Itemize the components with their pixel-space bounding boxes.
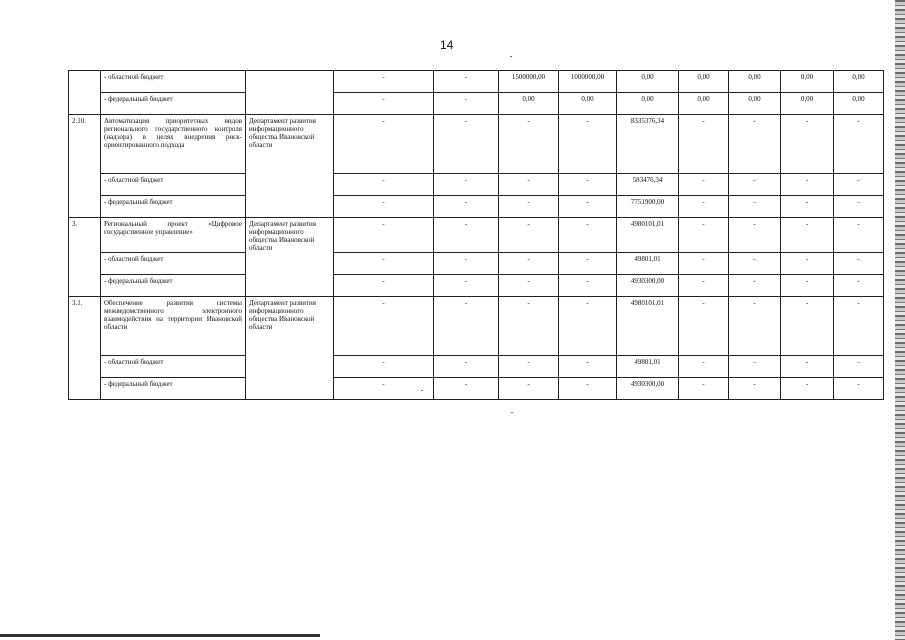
value-cell: -	[781, 253, 834, 275]
value-cell: -	[679, 115, 729, 174]
value-cell: -	[434, 218, 499, 253]
value-cell: -	[559, 275, 617, 297]
value-cell: -	[679, 253, 729, 275]
row-number-cell	[69, 71, 101, 115]
value-cell: -	[434, 297, 499, 356]
table-row	[69, 115, 884, 174]
value-cell: 0,00	[679, 71, 729, 93]
table-row	[69, 297, 884, 356]
value-cell: 0,00	[559, 93, 617, 115]
value-cell: -	[834, 196, 884, 218]
value-cell: -	[729, 356, 781, 378]
row-number-cell: 2.10.	[69, 115, 101, 218]
value-cell: -	[679, 275, 729, 297]
value-cell: -	[434, 275, 499, 297]
value-cell: 4930300,00	[617, 275, 679, 297]
value-cell: 0,00	[679, 93, 729, 115]
value-cell: 0,00	[617, 93, 679, 115]
value-cell: -	[334, 174, 434, 196]
value-cell: -	[334, 71, 434, 93]
value-cell: -	[729, 253, 781, 275]
row-name-cell: - областной бюджет	[101, 356, 246, 378]
value-cell: -	[559, 218, 617, 253]
row-name-cell: - федеральный бюджет	[101, 378, 246, 400]
value-cell: -	[679, 378, 729, 400]
table-row	[69, 275, 884, 297]
value-cell: 0,00	[781, 93, 834, 115]
value-cell: -	[334, 253, 434, 275]
value-cell: -	[729, 275, 781, 297]
value-cell: -	[834, 297, 884, 356]
value-cell: -	[781, 174, 834, 196]
value-cell: -	[434, 356, 499, 378]
value-cell: -	[434, 93, 499, 115]
value-cell: -	[499, 115, 559, 174]
table-row	[69, 93, 884, 115]
value-cell: -	[334, 297, 434, 356]
value-cell: -	[499, 356, 559, 378]
value-cell: -	[834, 275, 884, 297]
row-name-cell: Обеспечение развития системы межведомственного электронного взаимодействия на территории Ивановской области	[101, 297, 246, 356]
value-cell: -	[834, 115, 884, 174]
value-cell: -	[834, 253, 884, 275]
value-cell: 0,00	[834, 93, 884, 115]
value-cell: 0,00	[617, 71, 679, 93]
table-row	[69, 253, 884, 275]
row-name-cell: - федеральный бюджет	[101, 93, 246, 115]
value-cell: -	[559, 196, 617, 218]
value-cell: -	[559, 356, 617, 378]
value-cell: -	[434, 115, 499, 174]
value-cell: -	[434, 174, 499, 196]
value-cell: 0,00	[729, 93, 781, 115]
value-cell: 8335376,34	[617, 115, 679, 174]
value-cell: -	[679, 356, 729, 378]
value-cell: -	[781, 218, 834, 253]
value-cell: 4930300,00	[617, 378, 679, 400]
value-cell: -	[334, 93, 434, 115]
value-cell: -	[729, 218, 781, 253]
scan-bottom-rule	[0, 634, 320, 637]
value-cell: -	[679, 174, 729, 196]
table-row	[69, 218, 884, 253]
row-name-cell: - федеральный бюджет	[101, 196, 246, 218]
table-row	[69, 378, 884, 400]
value-cell: -	[499, 218, 559, 253]
row-number-cell: 3.1.	[69, 297, 101, 400]
value-cell: 0,00	[781, 71, 834, 93]
value-cell: 583476,34	[617, 174, 679, 196]
value-cell: -	[334, 115, 434, 174]
value-cell: 4980101,01	[617, 297, 679, 356]
value-cell: -	[434, 196, 499, 218]
value-cell: -	[559, 115, 617, 174]
value-cell: -	[334, 275, 434, 297]
value-cell: -	[434, 378, 499, 400]
value-cell: -	[559, 378, 617, 400]
value-cell: -	[499, 253, 559, 275]
value-cell: -	[729, 378, 781, 400]
value-cell: -	[834, 218, 884, 253]
value-cell: 0,00	[499, 93, 559, 115]
scan-speck	[511, 412, 513, 413]
value-cell: 0,00	[729, 71, 781, 93]
value-cell: -	[781, 378, 834, 400]
value-cell: -	[781, 115, 834, 174]
value-cell: 49801,01	[617, 253, 679, 275]
table-row	[69, 174, 884, 196]
row-name-cell: - областной бюджет	[101, 174, 246, 196]
budget-table	[68, 70, 884, 400]
value-cell: 0,00	[834, 71, 884, 93]
value-cell: -	[679, 218, 729, 253]
value-cell: -	[729, 297, 781, 356]
value-cell: -	[334, 218, 434, 253]
row-name-cell: - федеральный бюджет	[101, 275, 246, 297]
value-cell: -	[729, 196, 781, 218]
value-cell: -	[729, 115, 781, 174]
value-cell: -	[781, 196, 834, 218]
row-name-cell: Региональный проект «Цифровое государственное управление»	[101, 218, 246, 253]
value-cell: -	[334, 356, 434, 378]
value-cell: -	[334, 196, 434, 218]
department-cell: Департамент развития информационного общества Ивановской области	[246, 218, 334, 297]
value-cell: -	[781, 275, 834, 297]
value-cell: -	[679, 297, 729, 356]
department-cell: Департамент развития информационного общества Ивановской области	[246, 115, 334, 218]
department-cell	[246, 71, 334, 115]
value-cell: 1500000,00	[499, 71, 559, 93]
value-cell: -	[334, 378, 434, 400]
value-cell: 49801,01	[617, 356, 679, 378]
value-cell: -	[781, 356, 834, 378]
value-cell: -	[559, 297, 617, 356]
table-row	[69, 71, 884, 93]
value-cell: -	[499, 196, 559, 218]
page-number: 14	[440, 38, 454, 52]
value-cell: -	[499, 174, 559, 196]
row-name-cell: - областной бюджет	[101, 71, 246, 93]
value-cell: -	[781, 297, 834, 356]
value-cell: 1000000,00	[559, 71, 617, 93]
value-cell: -	[679, 196, 729, 218]
row-name-cell: - областной бюджет	[101, 253, 246, 275]
value-cell: -	[434, 253, 499, 275]
row-name-cell: Автоматизация приоритетных видов регионального государственного контроля (надзора) в целях внедрения риск-ориентированного подхода	[101, 115, 246, 174]
row-number-cell: 3.	[69, 218, 101, 297]
value-cell: -	[834, 356, 884, 378]
value-cell: -	[559, 253, 617, 275]
scan-speck	[510, 56, 512, 57]
department-cell: Департамент развития информационного общества Ивановской области	[246, 297, 334, 400]
value-cell: -	[499, 378, 559, 400]
value-cell: -	[559, 174, 617, 196]
value-cell: -	[434, 71, 499, 93]
table-row	[69, 196, 884, 218]
value-cell: -	[499, 297, 559, 356]
scan-speck	[421, 390, 423, 391]
value-cell: -	[834, 378, 884, 400]
value-cell: -	[729, 174, 781, 196]
scan-edge-marks	[895, 0, 905, 640]
value-cell: -	[834, 174, 884, 196]
table-row	[69, 356, 884, 378]
value-cell: 4980101,01	[617, 218, 679, 253]
value-cell: -	[499, 275, 559, 297]
value-cell: 7751900,00	[617, 196, 679, 218]
